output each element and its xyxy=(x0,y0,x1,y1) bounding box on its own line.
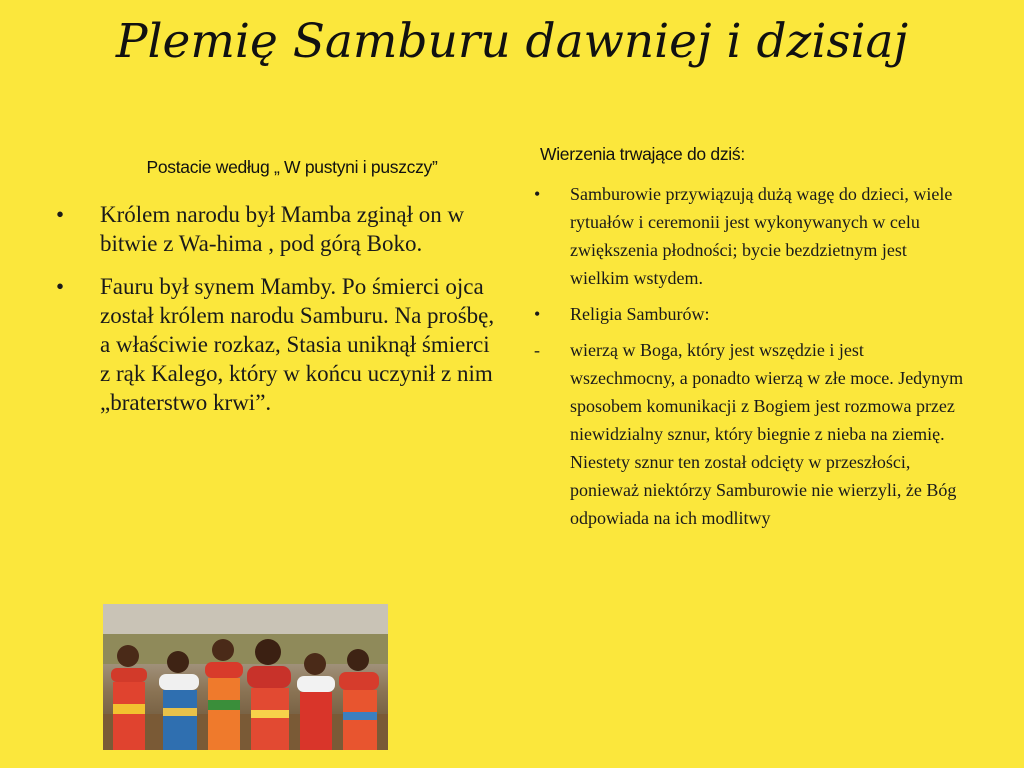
right-bullet-list xyxy=(530,180,970,540)
bullet-text: Religia Samburów: xyxy=(570,304,710,324)
dash-icon: - xyxy=(534,340,540,360)
left-bullet-list xyxy=(56,200,496,431)
bullet-icon: • xyxy=(534,184,541,204)
bush-shape xyxy=(103,634,388,664)
slide-title: Plemię Samburu dawniej i dzisiaj xyxy=(115,14,909,69)
photo-illustration xyxy=(103,604,388,750)
left-column-heading: Postacie według „ W pustyni i puszczy” xyxy=(146,157,438,177)
bullet-text: Fauru był synem Mamby. Po śmierci ojca został królem narodu Samburu. Na prośbę, a właściwie rozkaz, Stasia uniknął śmierci z rąk Kalego, który w końcu uczynił z nim „braterstwo krwi”. xyxy=(100,274,495,415)
list-item xyxy=(530,336,970,532)
list-item xyxy=(530,300,970,328)
bullet-text: Samburowie przywiązują dużą wagę do dzieci, wiele rytuałów i ceremonii jest wykonywanych w celu zwiększenia płodności; bycie bezdzietnym jest wielkim wstydem. xyxy=(570,184,953,288)
bullet-icon: • xyxy=(56,202,65,227)
bullet-icon: • xyxy=(534,304,541,324)
bullet-text: wierzą w Boga, który jest wszędzie i jest wszechmocny, a ponadto wierzą w złe moce. Jedynym sposobem komunikacji z Bogiem jest rozmowa przez niewidzialny sznur, który biegnie z nieba na ziemię. Niestety sznur ten został odcięty w przeszłości, ponieważ niektórzy Samburowie nie wierzyli, że Bóg odpowiada na ich modlitwy xyxy=(570,340,964,528)
list-item xyxy=(530,180,970,292)
person-figure xyxy=(159,651,199,750)
bullet-text: Królem narodu był Mamba zginął on w bitwie z Wa-hima , pod górą Boko. xyxy=(100,202,465,256)
right-column-heading: Wierzenia trwające do dziś: xyxy=(540,144,745,164)
bullet-icon: • xyxy=(56,274,65,299)
list-item xyxy=(56,272,496,417)
samburu-women-photo xyxy=(103,604,388,750)
person-figure xyxy=(339,649,379,750)
list-item xyxy=(56,200,496,258)
person-figure xyxy=(297,653,335,750)
